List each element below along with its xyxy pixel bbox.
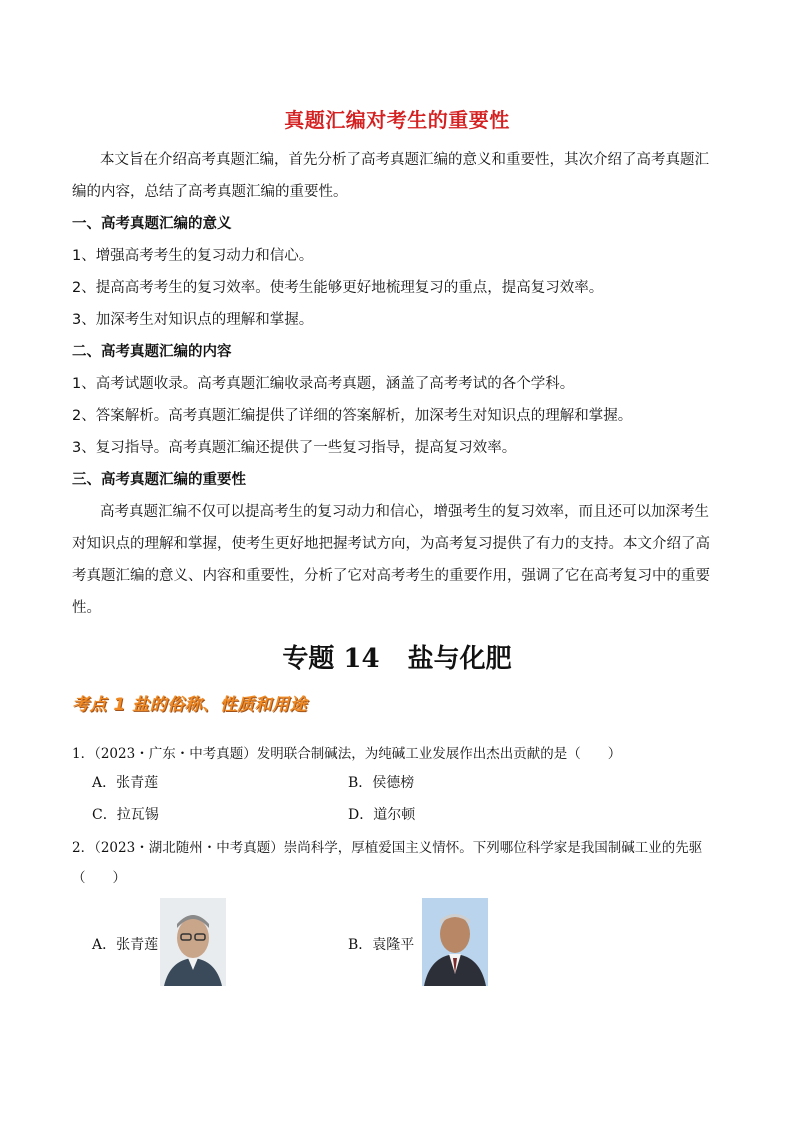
question-1-option-d: D．道尔顿 (348, 807, 416, 823)
question-1-option-a: A．张青莲 (92, 775, 159, 791)
question-2-stem-line-1: 2．（2023・湖北随州・中考真题）崇尚科学，厚植爱国主义情怀。下列哪位科学家是我国制碱工业的先驱 (72, 840, 703, 856)
question-2-option-b: B．袁隆平 (348, 937, 415, 953)
intro-title: 真题汇编对考生的重要性 (284, 108, 510, 132)
section-1-heading: 一、高考真题汇编的意义 (72, 216, 232, 232)
topic-title (0, 638, 794, 675)
kaodian-heading: 考点 1 盐的俗称、性质和用途 (72, 695, 308, 715)
question-1-option-b: B．侯德榜 (348, 775, 415, 791)
section-3-line: 对知识点的理解和掌握，使考生更好地把握考试方向，为高考复习提供了有力的支持。本文介绍了高 (72, 536, 710, 552)
section-1-item: 1、增强高考考生的复习动力和信心。 (72, 248, 314, 264)
intro-paragraph-line-1: 本文旨在介绍高考真题汇编，首先分析了高考真题汇编的意义和重要性，其次介绍了高考真题汇 (100, 152, 709, 168)
intro-paragraph-line-2: 编的内容，总结了高考真题汇编的重要性。 (72, 184, 348, 200)
section-2-item: 3、复习指导。高考真题汇编还提供了一些复习指导，提高复习效率。 (72, 440, 517, 456)
section-3-line: 高考真题汇编不仅可以提高考生的复习动力和信心，增强考生的复习效率，而且还可以加深考生 (100, 504, 709, 520)
question-1-stem: 1．（2023・广东・中考真题）发明联合制碱法，为纯碱工业发展作出杰出贡献的是（ ） (72, 746, 622, 762)
section-3-line: 考真题汇编的意义、内容和重要性，分析了它对高考考生的重要作用，强调了它在高考复习中的重要 (72, 568, 710, 584)
portrait-photo-a (160, 898, 226, 986)
question-1-option-c: C．拉瓦锡 (92, 807, 159, 823)
section-2-heading: 二、高考真题汇编的内容 (72, 344, 232, 360)
section-1-item: 2、提高高考考生的复习效率。使考生能够更好地梳理复习的重点，提高复习效率。 (72, 280, 604, 296)
section-2-item: 2、答案解析。高考真题汇编提供了详细的答案解析，加深考生对知识点的理解和掌握。 (72, 408, 633, 424)
section-3-heading: 三、高考真题汇编的重要性 (72, 472, 246, 488)
question-2-option-a: A．张青莲 (92, 937, 159, 953)
portrait-photo-b (422, 898, 488, 986)
section-1-item: 3、加深考生对知识点的理解和掌握。 (72, 312, 314, 328)
section-3-line: 性。 (72, 600, 101, 616)
topic-name: 盐与化肥 (407, 644, 512, 674)
question-2-stem-line-2: （ ） (72, 870, 126, 886)
topic-number: 专题 14 (282, 644, 380, 674)
section-2-item: 1、高考试题收录。高考真题汇编收录高考真题，涵盖了高考考试的各个学科。 (72, 376, 575, 392)
